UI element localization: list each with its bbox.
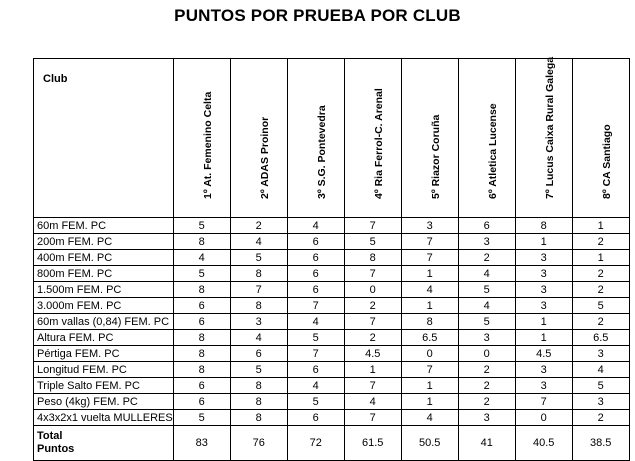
- points-cell: 4.5: [515, 346, 572, 362]
- points-cell: 8: [230, 378, 287, 394]
- event-name: 60m FEM. PC: [34, 218, 174, 234]
- points-cell: 2: [344, 330, 401, 346]
- event-name: Peso (4kg) FEM. PC: [34, 394, 174, 410]
- points-cell: 5: [173, 410, 230, 426]
- points-cell: 0: [344, 282, 401, 298]
- points-cell: 6.5: [401, 330, 458, 346]
- points-cell: 8: [173, 346, 230, 362]
- points-cell: 6: [287, 362, 344, 378]
- points-table: [33, 58, 630, 461]
- points-cell: 1: [515, 234, 572, 250]
- points-cell: 1: [401, 298, 458, 314]
- table-row: [34, 378, 630, 394]
- points-cell: 0: [401, 346, 458, 362]
- total-label-line1: Total: [37, 430, 63, 442]
- points-cell: 4: [458, 298, 515, 314]
- points-cell: 8: [173, 282, 230, 298]
- points-cell: 4.5: [344, 346, 401, 362]
- event-name: Longitud FEM. PC: [34, 362, 174, 378]
- points-cell: 8: [230, 266, 287, 282]
- points-cell: 8: [515, 218, 572, 234]
- table-row: [34, 218, 630, 234]
- points-cell: 3: [515, 250, 572, 266]
- points-cell: 4: [401, 282, 458, 298]
- points-cell: 5: [287, 394, 344, 410]
- total-label-line2: Puntos: [37, 443, 75, 455]
- points-cell: 2: [458, 394, 515, 410]
- points-cell: 6: [287, 266, 344, 282]
- points-cell: 1: [515, 314, 572, 330]
- points-cell: 4: [572, 362, 629, 378]
- points-cell: 2: [344, 298, 401, 314]
- points-cell: 5: [344, 234, 401, 250]
- points-cell: 6: [173, 314, 230, 330]
- event-name: Triple Salto FEM. PC: [34, 378, 174, 394]
- points-cell: 3: [458, 410, 515, 426]
- club-header-2: [230, 59, 287, 218]
- club-header-3: [287, 59, 344, 218]
- points-cell: 5: [173, 266, 230, 282]
- points-cell: 6: [287, 410, 344, 426]
- points-cell: 5: [572, 298, 629, 314]
- points-cell: 5: [230, 250, 287, 266]
- points-cell: 3: [515, 298, 572, 314]
- points-cell: 5: [230, 362, 287, 378]
- club-header-label: 2º ADAS Proinor: [258, 116, 271, 199]
- total-cell: 83: [173, 426, 230, 461]
- points-cell: 7: [515, 394, 572, 410]
- points-cell: 7: [401, 250, 458, 266]
- event-name: 200m FEM. PC: [34, 234, 174, 250]
- points-cell: 0: [515, 410, 572, 426]
- points-cell: 3: [458, 234, 515, 250]
- event-name: 1.500m FEM. PC: [34, 282, 174, 298]
- points-cell: 3: [515, 378, 572, 394]
- points-cell: 4: [230, 234, 287, 250]
- club-header-4: [344, 59, 401, 218]
- event-name: Pértiga FEM. PC: [34, 346, 174, 362]
- points-cell: 8: [230, 410, 287, 426]
- points-cell: 2: [458, 378, 515, 394]
- points-cell: 6: [287, 234, 344, 250]
- club-header-label: 8º CA Santiago: [600, 124, 613, 199]
- points-cell: 6: [287, 250, 344, 266]
- event-name: 800m FEM. PC: [34, 266, 174, 282]
- total-cell: 61.5: [344, 426, 401, 461]
- table-row: [34, 330, 630, 346]
- points-cell: 7: [344, 218, 401, 234]
- table-row: [34, 250, 630, 266]
- points-cell: 5: [458, 314, 515, 330]
- points-cell: 7: [344, 314, 401, 330]
- points-cell: 8: [230, 394, 287, 410]
- points-cell: 8: [401, 314, 458, 330]
- points-cell: 3: [572, 394, 629, 410]
- points-cell: 1: [572, 250, 629, 266]
- table-row: [34, 346, 630, 362]
- total-cell: 38.5: [572, 426, 629, 461]
- total-cell: 72: [287, 426, 344, 461]
- points-cell: 7: [401, 362, 458, 378]
- points-cell: 2: [458, 362, 515, 378]
- total-label: [34, 426, 174, 461]
- total-cell: 76: [230, 426, 287, 461]
- points-cell: 6: [173, 298, 230, 314]
- points-cell: 6: [458, 218, 515, 234]
- points-cell: 0: [458, 346, 515, 362]
- points-cell: 8: [344, 250, 401, 266]
- points-cell: 7: [344, 266, 401, 282]
- club-header-8: [572, 59, 629, 218]
- event-name: 3.000m FEM. PC: [34, 298, 174, 314]
- points-cell: 6: [173, 394, 230, 410]
- table-row: [34, 282, 630, 298]
- table-row: [34, 394, 630, 410]
- points-cell: 2: [572, 234, 629, 250]
- points-cell: 1: [401, 394, 458, 410]
- total-row: [34, 426, 630, 461]
- points-cell: 3: [401, 218, 458, 234]
- event-name: 400m FEM. PC: [34, 250, 174, 266]
- header-row: [34, 59, 630, 218]
- points-cell: 2: [572, 282, 629, 298]
- points-cell: 2: [572, 266, 629, 282]
- points-cell: 5: [287, 330, 344, 346]
- points-cell: 7: [401, 234, 458, 250]
- table-row: [34, 314, 630, 330]
- points-cell: 1: [572, 218, 629, 234]
- total-cell: 40.5: [515, 426, 572, 461]
- points-cell: 7: [344, 378, 401, 394]
- points-cell: 6.5: [572, 330, 629, 346]
- club-header-label: 1º At. Femenino Celta: [201, 91, 214, 199]
- club-header-6: [458, 59, 515, 218]
- points-cell: 4: [458, 266, 515, 282]
- points-cell: 1: [515, 330, 572, 346]
- points-cell: 6: [230, 346, 287, 362]
- points-cell: 1: [344, 362, 401, 378]
- points-cell: 8: [173, 362, 230, 378]
- points-cell: 6: [173, 378, 230, 394]
- points-cell: 3: [515, 266, 572, 282]
- table-row: [34, 266, 630, 282]
- points-cell: 4: [173, 250, 230, 266]
- points-cell: 4: [401, 410, 458, 426]
- club-header-label: 7º Lucus Caixa Rural Galega: [543, 56, 556, 199]
- points-cell: 5: [572, 378, 629, 394]
- points-cell: 2: [572, 314, 629, 330]
- points-cell: 4: [287, 314, 344, 330]
- club-header-1: [173, 59, 230, 218]
- points-cell: 3: [515, 362, 572, 378]
- table-row: [34, 298, 630, 314]
- table-row: [34, 234, 630, 250]
- points-cell: 3: [572, 346, 629, 362]
- points-cell: 1: [401, 378, 458, 394]
- points-cell: 3: [515, 282, 572, 298]
- event-name: 4x3x2x1 vuelta MULLERES: [34, 410, 174, 426]
- total-cell: 50.5: [401, 426, 458, 461]
- club-header-label: 5º Riazor Coruña: [429, 114, 442, 199]
- points-cell: 7: [287, 346, 344, 362]
- points-cell: 3: [230, 314, 287, 330]
- points-cell: 2: [458, 250, 515, 266]
- club-header-7: [515, 56, 572, 218]
- total-cell: 41: [458, 426, 515, 461]
- points-cell: 3: [458, 330, 515, 346]
- page-title: PUNTOS POR PRUEBA POR CLUB: [174, 6, 461, 25]
- event-name: 60m vallas (0,84) FEM. PC: [34, 314, 174, 330]
- club-header-label: 4º Ria Ferrol-C. Arenal: [372, 88, 385, 199]
- club-header-label: 3º S.G. Pontevedra: [315, 105, 328, 199]
- points-cell: 5: [458, 282, 515, 298]
- table-body: [34, 218, 630, 461]
- points-cell: 4: [287, 218, 344, 234]
- points-cell: 4: [230, 330, 287, 346]
- club-header-5: [401, 59, 458, 218]
- event-name: Altura FEM. PC: [34, 330, 174, 346]
- points-cell: 5: [173, 218, 230, 234]
- points-cell: 7: [344, 410, 401, 426]
- points-cell: 8: [173, 330, 230, 346]
- table-row: [34, 362, 630, 378]
- points-cell: 1: [401, 266, 458, 282]
- points-cell: 2: [230, 218, 287, 234]
- points-cell: 7: [230, 282, 287, 298]
- table-row: [34, 410, 630, 426]
- points-cell: 7: [287, 298, 344, 314]
- points-cell: 4: [287, 378, 344, 394]
- club-header-label: 6º Atletica Lucense: [486, 103, 499, 199]
- club-column-header: Club: [34, 59, 174, 218]
- points-cell: 8: [173, 234, 230, 250]
- points-cell: 8: [230, 298, 287, 314]
- points-cell: 4: [344, 394, 401, 410]
- points-cell: 2: [572, 410, 629, 426]
- points-cell: 6: [287, 282, 344, 298]
